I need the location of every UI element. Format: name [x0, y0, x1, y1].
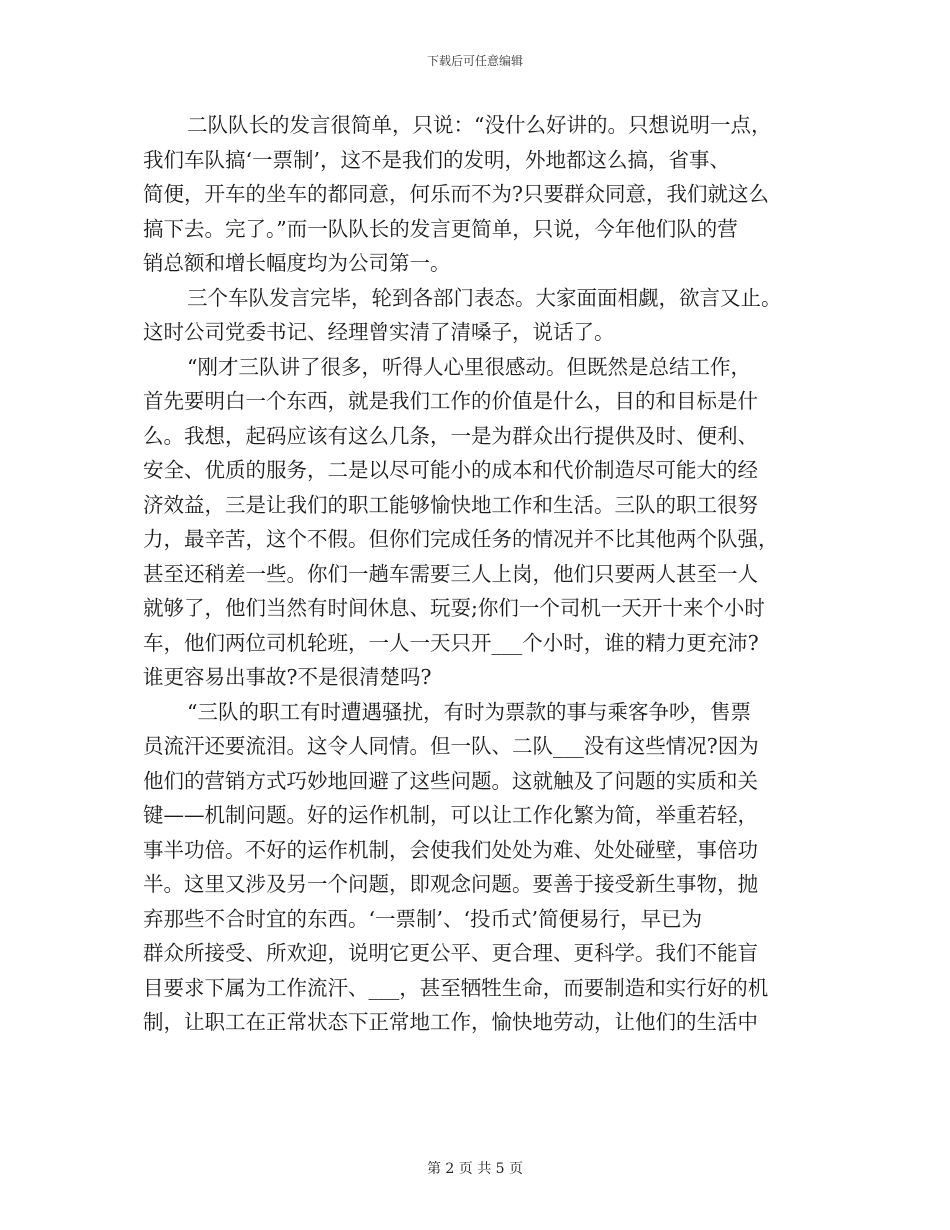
text-line: “三队的职工有时遭遇骚扰，有时为票款的事与乘客争吵，售票: [187, 699, 751, 724]
text-line: 搞下去。完了。”而一队队长的发言更简单，只说，今年他们队的营: [143, 216, 738, 241]
text-line: 首先要明白一个东西，就是我们工作的价值是什么，目的和目标是什: [143, 389, 758, 413]
text-line: 制，让职工在正常状态下正常地工作，愉快地劳动，让他们的生活中: [143, 1010, 758, 1034]
text-line: 弃那些不合时宜的东西。‘一票制’、‘投币式’简便易行，早已为: [143, 906, 703, 931]
text-line: 员流汗还要流泪。这令人同情。但一队、二队___没有这些情况?因为: [143, 734, 759, 758]
text-line: 简便，开车的坐车的都同意，何乐而不为?只要群众同意，我们就这么: [143, 182, 769, 206]
text-line: 济效益，三是让我们的职工能够愉快地工作和生活。三队的职工很努: [143, 492, 758, 517]
document-body: [143, 108, 813, 1040]
text-line: 就够了，他们当然有时间休息、玩耍;你们一个司机一天开十来个小时: [143, 596, 765, 620]
text-line: 他们的营销方式巧妙地回避了这些问题。这就触及了问题的实质和关: [143, 768, 758, 793]
page-number: 第 2 页 共 5 页: [426, 1161, 524, 1177]
text-line: 么。我想，起码应该有这么几条，一是为群众出行提供及时、便利、: [143, 423, 758, 448]
text-line: “刚才三队讲了很多，听得人心里很感动。但既然是总结工作，: [187, 354, 751, 379]
text-line: 车，他们两位司机轮班，一人一天只开___个小时，谁的精力更充沛?: [143, 630, 759, 655]
page-header: 下载后可任意编辑: [426, 54, 523, 68]
text-line: 键——机制问题。好的运作机制，可以让工作化繁为简，举重若轻，: [143, 803, 758, 827]
text-line: 目要求下属为工作流汗、___，甚至牺牲生命，而要制造和实行好的机: [143, 975, 769, 1000]
text-line: 二队队长的发言很简单，只说：“没什么好讲的。只想说明一点，: [187, 113, 772, 137]
text-line: 三个车队发言完毕，轮到各部门表态。大家面面相觑，欲言又止。: [187, 285, 782, 310]
text-line: 这时公司党委书记、经理曾实清了清嗓子，说话了。: [143, 320, 615, 344]
text-line: 力，最辛苦，这个不假。但你们完成任务的情况并不比其他两个队强，: [143, 527, 779, 551]
text-line: 谁更容易出事故?不是很清楚吗?: [143, 665, 432, 689]
text-line: 半。这里又涉及另一个问题，即观念问题。要善于接受新生事物，抛: [143, 872, 758, 896]
text-line: 安全、优质的服务，二是以尽可能小的成本和代价制造尽可能大的经: [143, 458, 758, 482]
text-line: 销总额和增长幅度均为公司第一。: [143, 251, 451, 275]
text-line: 甚至还稍差一些。你们一趟车需要三人上岗，他们只要两人甚至一人: [143, 561, 758, 586]
text-line: 我们车队搞‘一票制’，这不是我们的发明，外地都这么搞，省事、: [143, 147, 731, 172]
text-line: 事半功倍。不好的运作机制，会使我们处处为难、处处碰壁，事倍功: [143, 837, 758, 862]
text-line: 群众所接受、所欢迎，说明它更公平、更合理、更科学。我们不能盲: [143, 941, 758, 965]
